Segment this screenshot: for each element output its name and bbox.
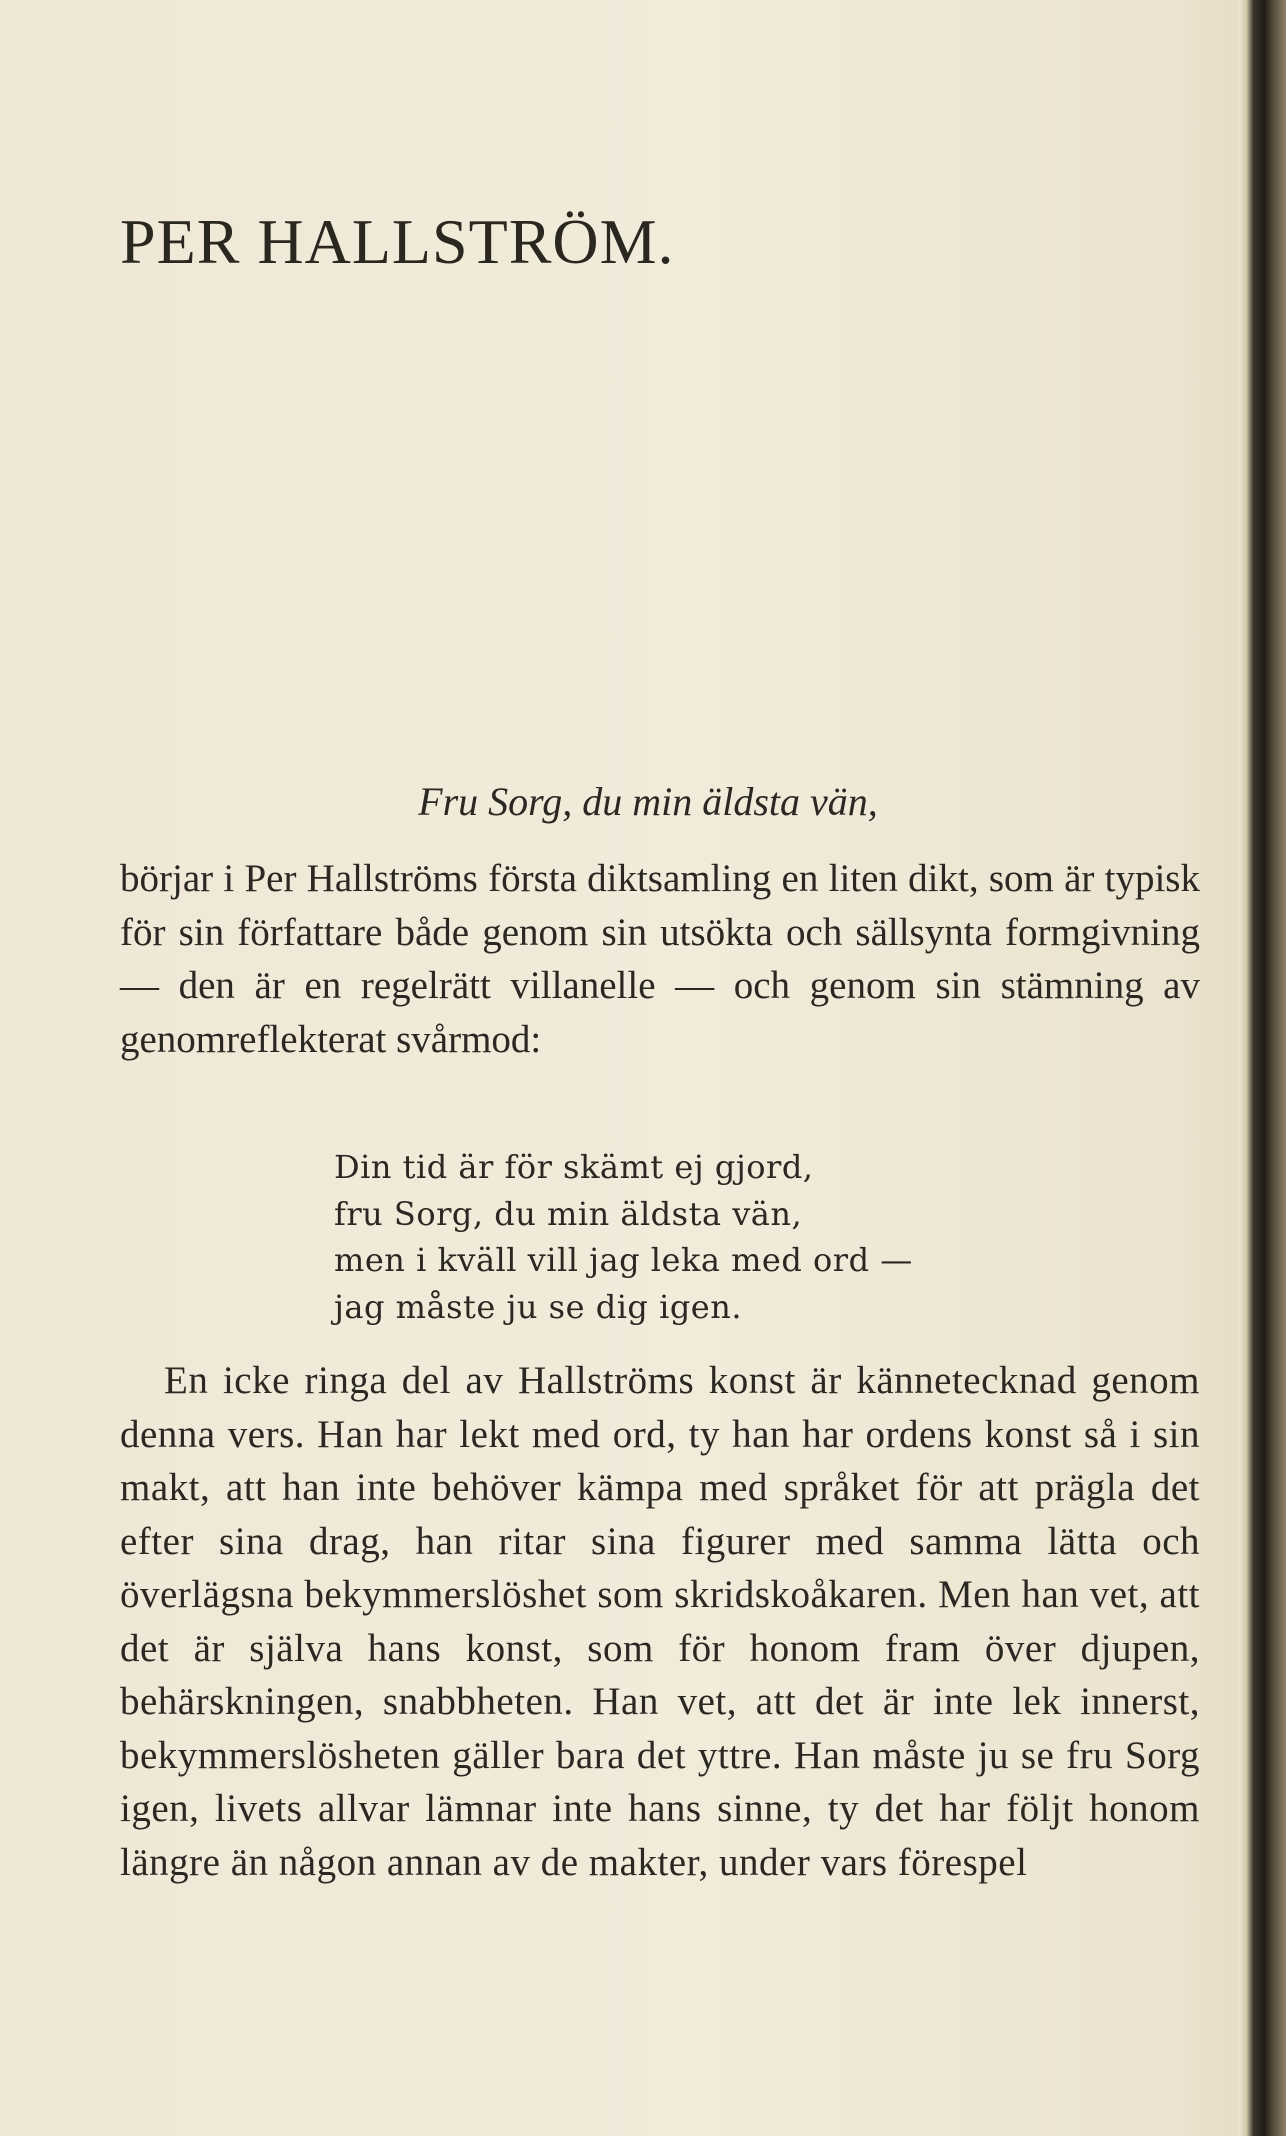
verse-line: Din tid är för skämt ej gjord, — [334, 1148, 814, 1186]
verse-line: fru Sorg, du min äldsta vän, — [334, 1194, 803, 1233]
epigraph-line: Fru Sorg, du min äldsta vän, — [418, 779, 878, 824]
body-paragraph: En icke ringa del av Hallströms konst är kännetecknad genom denna vers. Han har lekt med ord, ty han har ordens konst så i sin makt, att han inte behöver kämpa med språket för att prägla det efter sina drag, han ritar sina figurer med samma lätta och överlägsna bekymmerslöshet som skridskoåkaren. Men han vet, att det är själva hans konst, som för honom fram över djupen, behärskningen, snabbheten. Han vet, att det är inte lek innerst, bekymmerslösheten gäller bara det yttre. Han måste ju se fru Sorg igen, livets allvar lämnar inte hans sinne, ty det har följt honom längre än någon annan av de makter, under vars förespel — [120, 1359, 1200, 1884]
chapter-heading: PER HALLSTRÖM. — [120, 206, 675, 277]
verse-quote — [334, 1144, 1084, 1330]
intro-paragraph: börjar i Per Hallströms första diktsamling en liten dikt, som är typisk för sin författare både genom sin utsökta och sällsynta formgivning — den är en regelrätt villanelle — och genom sin stämning av genomreflekterat svårmod: — [120, 857, 1200, 1061]
verse-line: jag måste ju se dig igen. — [334, 1287, 743, 1326]
book-spine-edge — [1238, 0, 1286, 2136]
verse-line: men i kväll vill jag leka med ord — — [334, 1241, 913, 1279]
